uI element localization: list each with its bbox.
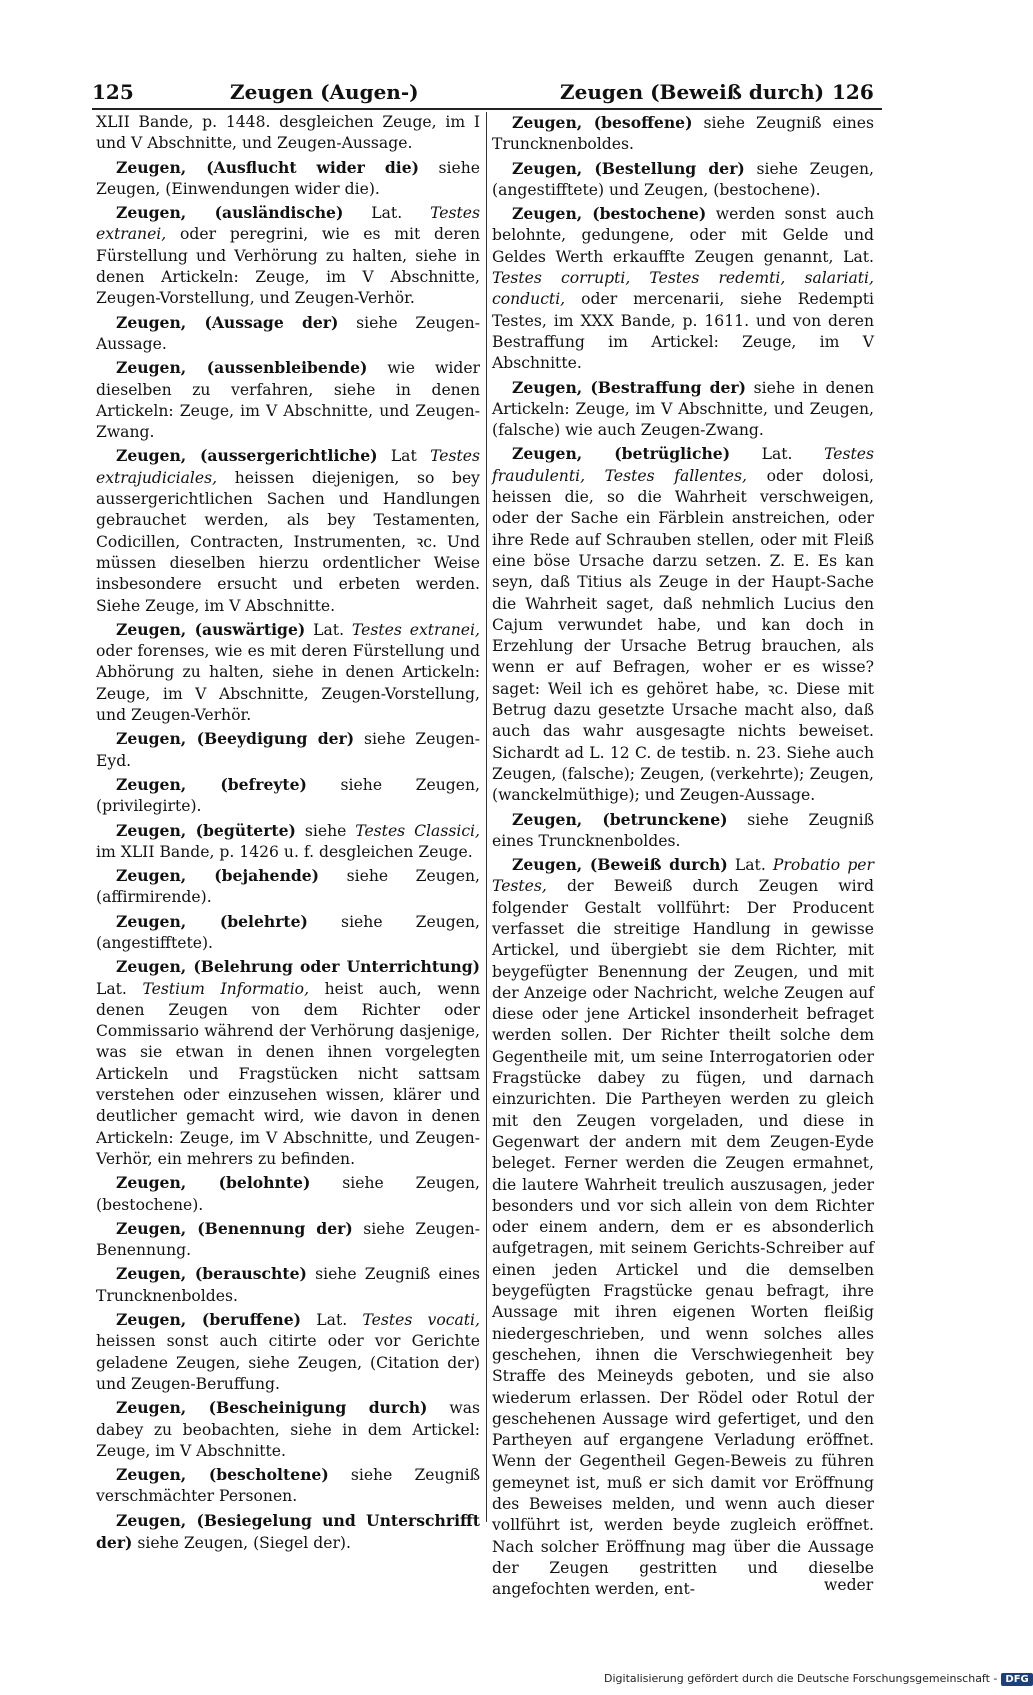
- entry-headword: Zeugen, (betrunckene): [512, 809, 728, 829]
- page-header: [92, 80, 882, 110]
- dictionary-entry: [96, 1218, 480, 1262]
- dictionary-entry: [492, 854, 874, 1600]
- entry-text: siehe Zeugen, (bestochene).: [96, 1174, 480, 1214]
- dictionary-entry: [492, 203, 874, 374]
- left-column: [96, 112, 480, 1556]
- right-page-number: 126: [832, 80, 874, 104]
- entry-headword: Zeugen, (beruffene): [116, 1310, 302, 1330]
- dictionary-entry: [96, 1464, 480, 1508]
- entry-headword: Zeugen, (belohnte): [116, 1173, 311, 1193]
- entry-headword: Zeugen, (bejahende): [116, 866, 320, 886]
- footer-credit: [604, 1672, 1033, 1686]
- entry-headword: Zeugen, (auswärtige): [116, 619, 306, 639]
- entry-text: im XLII Bande, p. 1426 u. f. desgleichen Zeuge.: [96, 842, 473, 861]
- dictionary-entry: [492, 443, 874, 806]
- entry-headword: Zeugen, (Besiegelung und Unterschrifft der): [96, 1510, 480, 1552]
- entry-text: siehe Zeugen, (affirmirende).: [96, 867, 480, 907]
- header-rule: [92, 108, 882, 110]
- entry-text: oder mercenarii, siehe Redempti Testes, im XXX Bande, p. 1611. und von deren Bestraffung im Artickel: Zeuge, im V Abschnitte.: [492, 290, 874, 373]
- entry-text: werden sonst auch belohnte, gedungene, oder mit Gelde und Geldes Werth erkauffte Zeugen genannt, Lat.: [492, 205, 874, 266]
- entry-text: siehe Zeugen-Benennung.: [96, 1219, 480, 1260]
- dictionary-entry: [96, 1397, 480, 1462]
- dfg-logo: DFG: [1001, 1673, 1032, 1686]
- footer-text: Digitalisierung gefördert durch die Deutsche Forschungsgemeinschaft -: [604, 1672, 998, 1685]
- entry-headword: Zeugen, (besoffene): [512, 113, 693, 132]
- entry-text: siehe Zeugen, (angestifftete).: [96, 912, 480, 952]
- dictionary-entry: [492, 112, 874, 156]
- entry-latin-term: Testes fraudulenti, Testes fallentes,: [492, 445, 874, 485]
- entry-headword: Zeugen, (Ausflucht wider die): [116, 157, 419, 177]
- entry-latin-term: Testes corrupti, Testes redemti, salariati, conducti,: [492, 269, 874, 309]
- dictionary-entry: [96, 728, 480, 772]
- entry-text: Lat.: [727, 856, 773, 875]
- entry-headword: Zeugen, (belehrte): [116, 911, 308, 931]
- entry-text: heist auch, wenn denen Zeugen von dem Richter oder Commissario während der Verhörung dasjenige, was sie etwan in denen ihnen vorgelegten Artickeln und Fragstücken nicht sattsam verstehen oder einzusehen wissen, klärer und deutlicher gemacht wird, wie davon in denen Artickeln: Zeuge, im V Abschnitte, und Zeugen-Verhör, ein mehrers zu befinden.: [96, 979, 480, 1168]
- dictionary-entry: [96, 445, 480, 616]
- right-column: [492, 112, 874, 1602]
- right-running-title: Zeugen (Beweiß durch): [560, 80, 825, 104]
- dictionary-entry: [96, 157, 480, 201]
- entry-latin-term: Testes extranei,: [351, 620, 480, 639]
- dictionary-entry: [96, 1309, 480, 1395]
- entry-headword: Zeugen, (bestochene): [512, 204, 707, 224]
- entry-headword: Zeugen, (begüterte): [116, 820, 296, 840]
- dictionary-entry: [96, 112, 480, 155]
- entry-latin-term: Testes extranei,: [96, 204, 480, 244]
- dictionary-entry: [96, 820, 480, 864]
- entry-text: Lat.: [730, 445, 825, 464]
- catchword: weder: [824, 1576, 874, 1594]
- dictionary-entry: [96, 911, 480, 955]
- dictionary-entry: [96, 1172, 480, 1216]
- entry-headword: Zeugen, (Beeydigung der): [116, 729, 355, 749]
- dictionary-entry: [96, 1510, 480, 1555]
- entry-latin-term: Testium Informatio,: [142, 979, 310, 998]
- entry-latin-term: Testes vocati,: [362, 1311, 480, 1330]
- entry-text: siehe in denen Artickeln: Zeuge, im V Abschnitte, und Zeugen, (falsche) wie auch Zeugen-Zwang.: [492, 378, 874, 440]
- entry-headword: Zeugen, (betrügliche): [512, 444, 731, 464]
- entry-text: siehe Zeugniß eines Truncknenboldes.: [492, 810, 874, 850]
- entry-headword: Zeugen, (ausländische): [116, 203, 344, 223]
- entry-text: oder dolosi, heissen die, so die Wahrheit verschweigen, oder der Sache ein Färblein anstreichen, oder ihre Rede auf Schrauben stellen, oder mit Fleiß eine böse Ursache darzu setzen. Z. E. Es kan seyn, daß Titius als Zeuge in der Haupt-Sache die Wahrheit saget, daß nehmlich Lucius den Cajum verwundet habe, und kan doch in Erzehlung der Ursache Betrug brauchen, als wenn er auf Befragen, woher er es wisse? saget: Weil ich es gehöret habe, ꝛc. Diese mit Betrug dazu gesetzte Ursache macht also, daß auch das wahr ausgesagte nichts beweiset. Sichardt ad L. 12 C. de testib. n. 23. Siehe auch Zeugen, (falsche); Zeugen, (verkehrte); Zeugen, (wanckelmüthige); und Zeugen-Aussage.: [492, 466, 874, 805]
- entry-text: siehe Zeugen, (Siegel der).: [132, 1534, 351, 1552]
- dictionary-entry: [96, 619, 480, 726]
- entry-headword: Zeugen, (befreyte): [116, 774, 307, 794]
- entry-headword: Zeugen, (berauschte): [116, 1264, 307, 1284]
- entry-text: Lat.: [96, 979, 143, 998]
- dictionary-entry: [96, 865, 480, 909]
- entry-text: heissen sonst auch citirte oder vor Gerichte geladene Zeugen, siehe Zeugen, (Citation der) und Zeugen-Beruffung.: [96, 1332, 480, 1393]
- entry-latin-term: Probatio per Testes,: [492, 856, 874, 896]
- entry-latin-term: Testes extrajudiciales,: [96, 447, 480, 487]
- entry-text: siehe: [295, 821, 356, 840]
- entry-headword: Zeugen, (bescholtene): [116, 1465, 329, 1485]
- entry-text: oder peregrini, wie es mit deren Fürstellung und Verhörung zu halten, siehe in denen Artickeln: Zeuge, im V Abschnitte, Zeugen-Vorstellung, und Zeugen-Verhör.: [96, 225, 480, 308]
- entry-headword: Zeugen, (Beweiß durch): [512, 855, 728, 875]
- dictionary-entry: [96, 774, 480, 818]
- entry-text: XLII Bande, p. 1448. desgleichen Zeuge, im I und V Abschnitte, und Zeugen-Aussage.: [96, 113, 480, 153]
- entry-headword: Zeugen, (aussenbleibende): [116, 358, 368, 378]
- entry-text: siehe Zeugen, (Einwendungen wider die).: [96, 158, 480, 198]
- entry-text: siehe Zeugen-Eyd.: [96, 730, 480, 770]
- dictionary-entry: [96, 202, 480, 309]
- entry-text: Lat.: [301, 1311, 363, 1330]
- dictionary-entry: [96, 1263, 480, 1307]
- entry-latin-term: Testes Classici,: [355, 821, 480, 840]
- dictionary-entry: [96, 312, 480, 356]
- entry-text: siehe Zeugen-Aussage.: [96, 313, 480, 353]
- entry-text: siehe Zeugniß verschmächter Personen.: [96, 1466, 480, 1506]
- dictionary-entry: [96, 357, 480, 443]
- dictionary-entry: [96, 956, 480, 1170]
- entry-text: siehe Zeugen, (angestifftete) und Zeugen, (bestochene).: [492, 159, 874, 199]
- entry-headword: Zeugen, (Benennung der): [116, 1218, 353, 1238]
- entry-headword: Zeugen, (Bescheinigung durch): [116, 1398, 428, 1418]
- column-divider: [486, 112, 487, 1522]
- entry-headword: Zeugen, (aussergerichtliche): [116, 446, 378, 466]
- left-running-title: Zeugen (Augen-): [230, 80, 419, 104]
- entry-text: der Beweiß durch Zeugen wird folgender Gestalt vollführt: Der Producent verfasset die streitige Handlung in gewisse Artickel, und übergiebt sie dem Richter, mit beygefügter Benennung der Zeugen, und mit der Anzeige oder Nachricht, welche Zeugen auf diese oder jene Artickel insonderheit befraget werden sollen. Der Richter theilt solche dem Gegentheile mit, um seine Interrogatorien oder Fragstücke dabey zu fügen, und darnach einzurichten. Die Partheyen werden zu gleich mit den Zeugen vorgeladen, und diese in Gegenwart der andern mit dem Zeugen-Eyde beleget. Ferner werden die Zeugen ermahnet, die lautere Wahrheit treulich auszusagen, jeder besonders und vor sich allein von dem Richter oder einem andern, dem er es absonderlich aufgetragen, mit seinem Gerichts-Schreiber auf einen jeden Artickel und die demselben beygefügten Fragstücke genau befragt, ihre Aussage mit ihren eigenen Worten fleißig niedergeschrieben, und wenn solches alles geschehen, ihnen die Verschwiegenheit bey Straffe des Meineyds geboten, und sie also wiederum erlassen. Der Rödel oder Rotul der geschehenen Aussage wird gefertiget, und den Partheyen auf ergangene Verladung eröffnet. Wenn der Gegentheil Gegen-Beweis zu führen gemeynet ist, muß er sich damit vor Eröffnung des Beweises melden, und wenn auch dieser vollführt ist, werden beyde zugleich eröffnet. Nach solcher Eröffnung mag über die Aussage der Zeugen gestritten und dieselbe angefochten werden, ent-: [492, 877, 874, 1599]
- entry-headword: Zeugen, (Bestellung der): [512, 158, 745, 178]
- entry-text: siehe Zeugen, (privilegirte).: [96, 775, 480, 816]
- entry-headword: Zeugen, (Bestraffung der): [512, 377, 747, 397]
- entry-text: siehe Zeugniß eines Truncknenboldes.: [492, 114, 874, 154]
- entry-headword: Zeugen, (Belehrung oder Unterrichtung): [116, 957, 480, 977]
- entry-text: wie wider dieselben zu verfahren, siehe in denen Artickeln: Zeuge, im V Abschnitte, und Zeugen-Zwang.: [96, 359, 480, 442]
- dictionary-entry: [492, 158, 874, 202]
- dictionary-entry: [492, 809, 874, 853]
- dictionary-entry: [492, 377, 874, 442]
- left-page-number: 125: [92, 80, 134, 104]
- entry-text: Lat.: [343, 204, 431, 223]
- entry-text: oder forenses, wie es mit deren Fürstellung und Abhörung zu halten, siehe in denen Artickeln: Zeuge, im V Abschnitte, Zeugen-Vorstellung, und Zeugen-Verhör.: [96, 642, 480, 725]
- entry-headword: Zeugen, (Aussage der): [116, 312, 339, 332]
- entry-text: heissen diejenigen, so bey aussergerichtlichen Sachen und Handlungen gebrauchet werden, als bey Testamenten, Codicillen, Contracten, Instrumenten, ꝛc. Und müssen dieselben hierzu ordentlicher Weise insbesondere ersucht und erbeten werden. Siehe Zeuge, im V Abschnitte.: [96, 468, 480, 615]
- entry-text: Lat: [377, 447, 431, 466]
- entry-text: was dabey zu beobachten, siehe in dem Artickel: Zeuge, im V Abschnitte.: [96, 1399, 480, 1460]
- entry-text: Lat.: [305, 620, 352, 639]
- entry-text: siehe Zeugniß eines Truncknenboldes.: [96, 1265, 481, 1305]
